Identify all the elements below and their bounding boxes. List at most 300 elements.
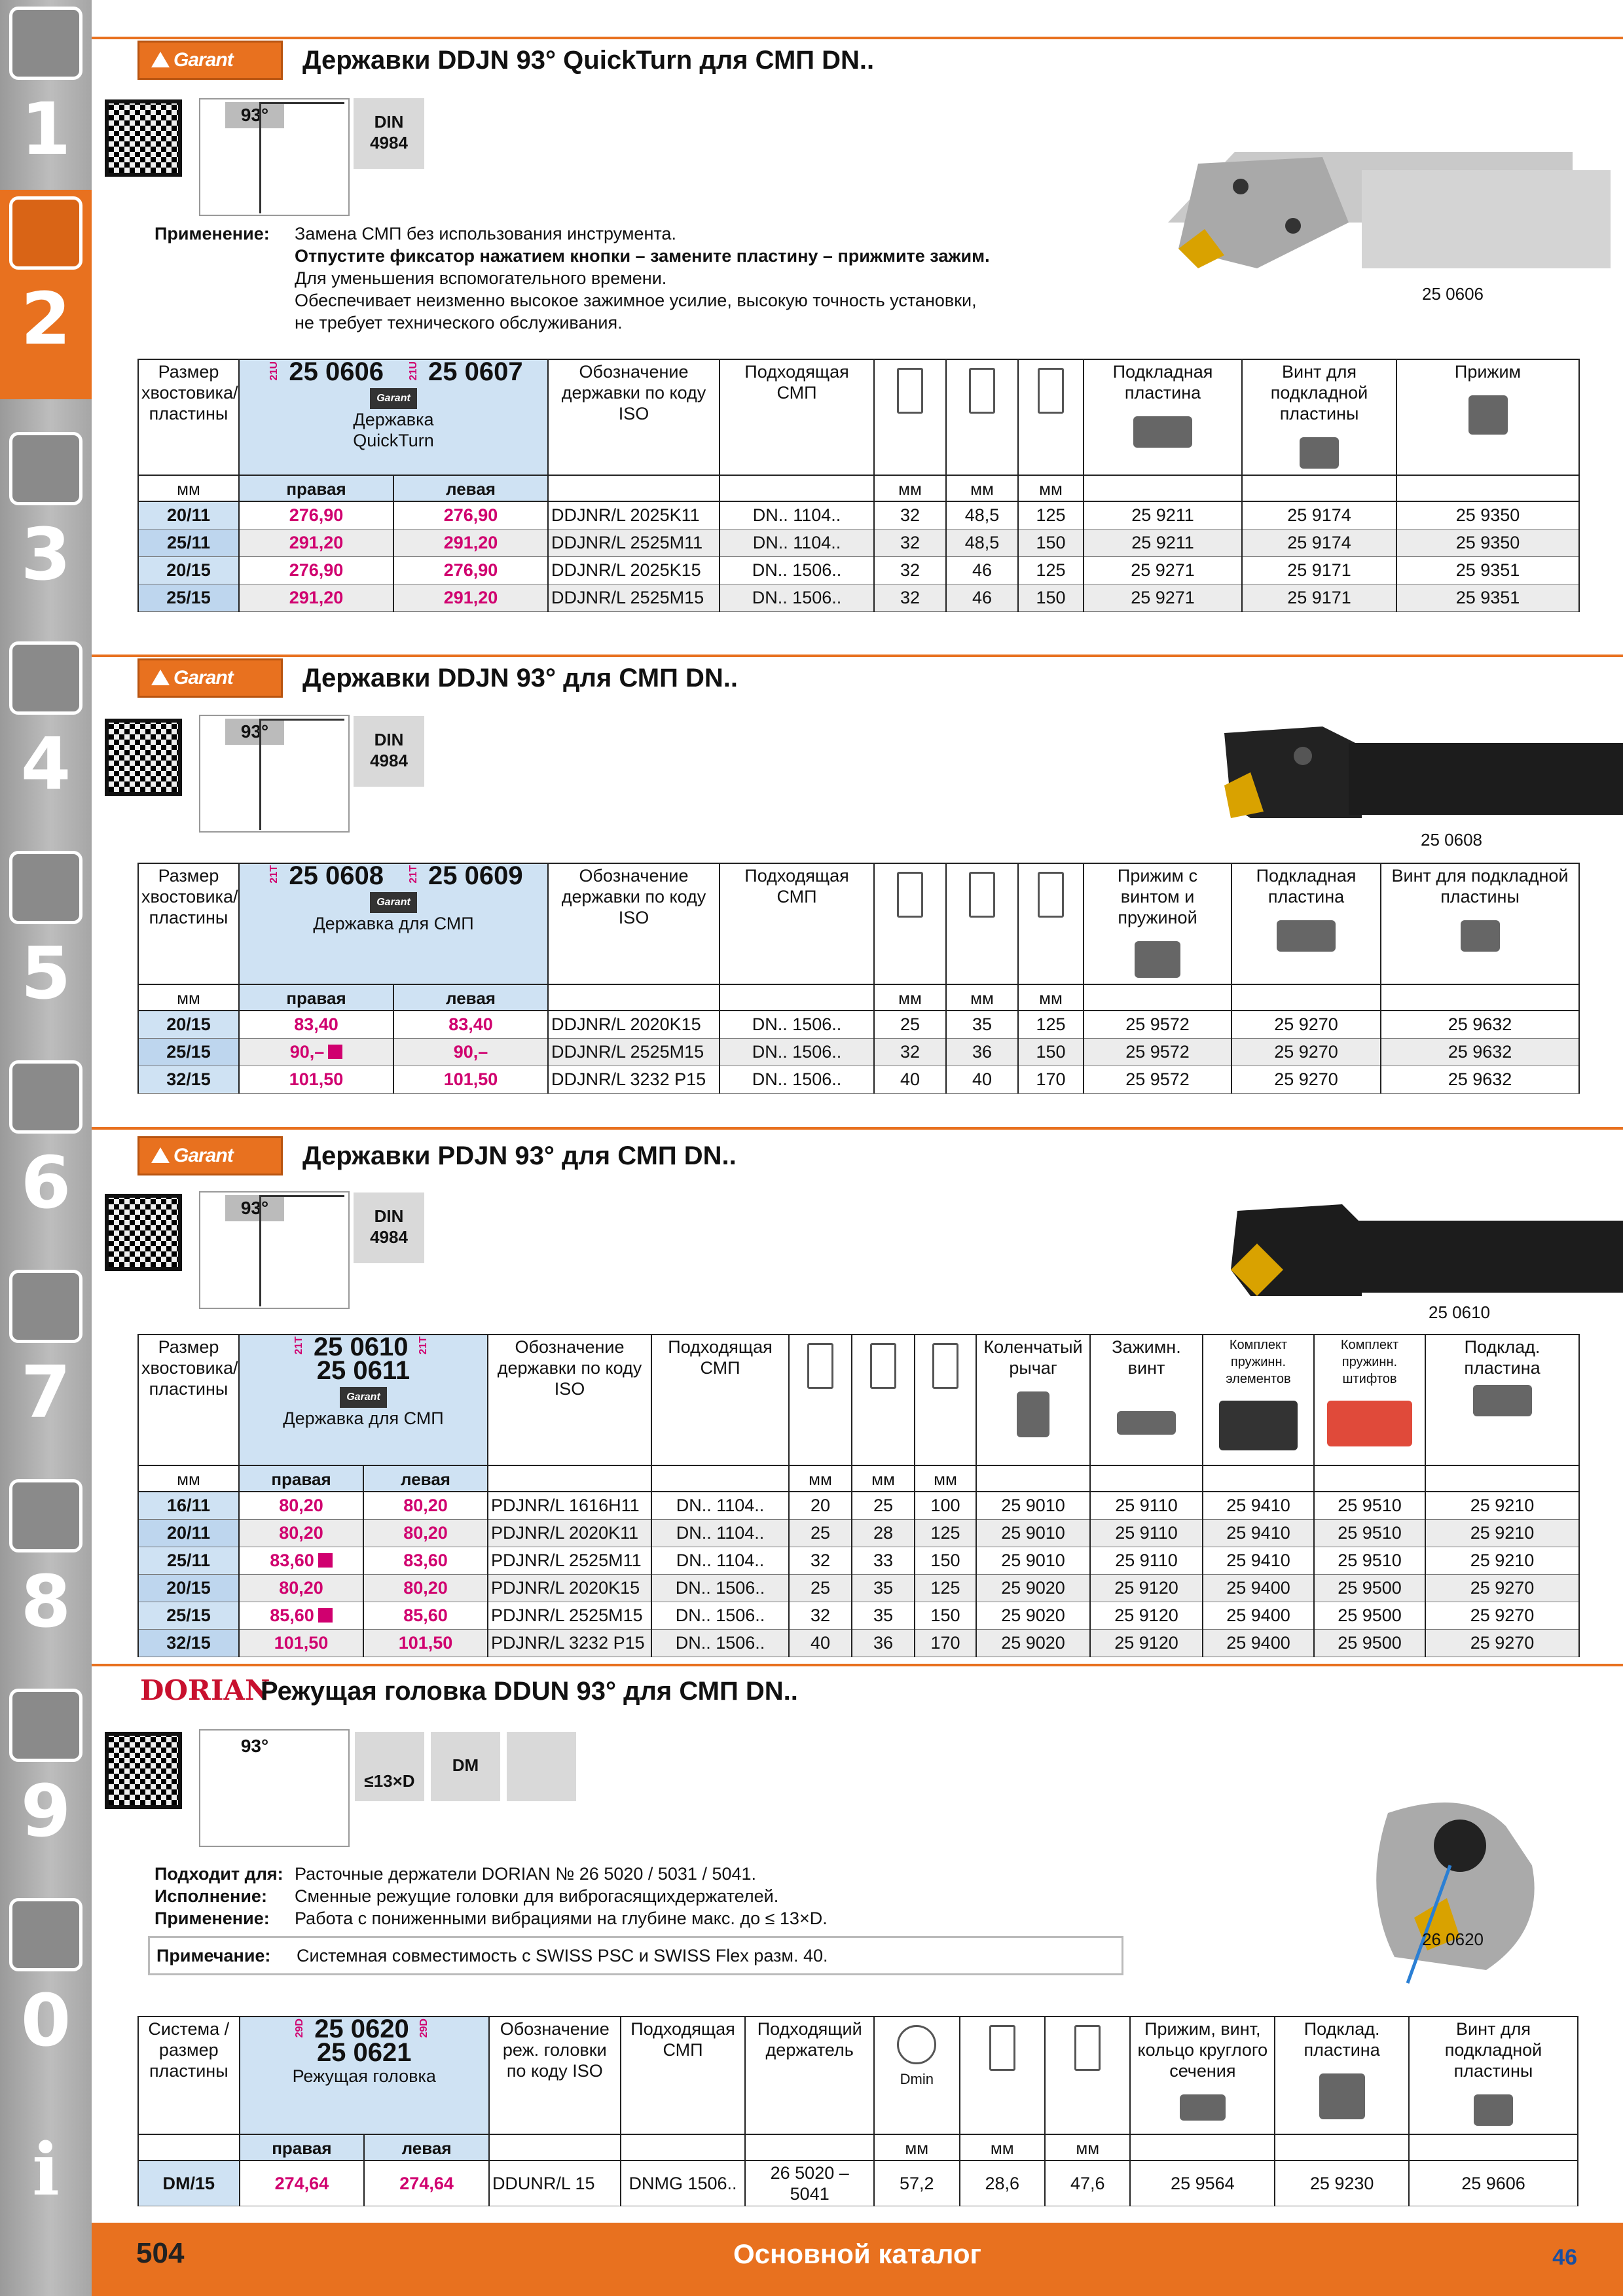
table-cell [621,2161,746,2206]
cell-value: PDJNR/L 2525M11 [491,1551,642,1570]
row-size [138,529,239,556]
qr-code-icon[interactable] [105,99,182,177]
cell-value: 32 [810,1605,831,1625]
unit-mm: мм [852,1465,915,1492]
cell-value: DN.. 1506.. [675,1578,765,1598]
application-line: Для уменьшения вспомогательного времени. [295,268,667,288]
price-cell [363,1547,488,1574]
table-cell [946,556,1018,584]
cell-value: 101,50 [398,1633,453,1653]
empty-cell [548,984,720,1011]
header-pin-set: Комплект пружинн. штифтов [1314,1335,1425,1465]
price-cell [393,529,548,556]
table-cell [488,1602,651,1629]
cell-value: 25 9020 [1001,1578,1065,1598]
cell-value: 291,20 [289,588,344,607]
cell-value: 170 [1036,1069,1066,1089]
lever-icon [1017,1391,1049,1437]
new-item-marker [328,1045,342,1059]
cell-value: 80,20 [279,1578,323,1598]
table-cell [1425,1602,1579,1629]
empty-cell [1275,2134,1409,2161]
table-row [138,1629,1579,1657]
table-cell [1090,1602,1203,1629]
cell-value: DN.. 1506.. [752,1069,842,1089]
cell-value: 16/11 [166,1496,211,1516]
chapter-6[interactable] [0,1054,92,1263]
header-order: 21U 25 0606 21U 25 0607 Garant Державка QuickTurn [239,359,548,475]
cell-value: 80,20 [279,1523,323,1543]
approach-angle-diagram [199,1729,350,1847]
table-cell [852,1519,915,1547]
table-cell [548,556,720,584]
empty-cell [1084,475,1242,501]
table-cell [946,1011,1018,1038]
header-bar: Подходящий держатель [745,2017,874,2134]
empty-cell [1381,984,1579,1011]
cell-value: 25 9120 [1114,1633,1178,1653]
row-size [138,1066,239,1093]
screw-icon [1474,2094,1513,2126]
unit-mm: мм [138,475,239,501]
table-cell [1231,1038,1381,1066]
table-cell [874,1066,946,1093]
cell-value: 291,20 [443,588,498,607]
table-cell [488,1492,651,1519]
table-cell [915,1492,976,1519]
price-cell [239,1011,393,1038]
cell-value: 25 9210 [1470,1523,1535,1543]
empty-cell [976,1465,1090,1492]
cell-value: 32 [900,505,921,526]
table-cell [1314,1547,1425,1574]
application-label: Применение: [155,1909,270,1928]
cell-value: 35 [873,1605,894,1625]
shank-outline [259,102,344,213]
table-row [138,1011,1579,1038]
cell-value: 25 9572 [1125,1069,1190,1089]
unit-mm: мм [874,984,946,1011]
table-cell [976,1547,1090,1574]
price-cell [393,556,548,584]
table-cell [1314,1574,1425,1602]
note-label: Примечание: [156,1946,271,1965]
header-lever: Коленчатый рычаг [976,1335,1090,1465]
cell-value: DDJNR/L 3232 P15 [551,1069,706,1089]
table-cell [1090,1547,1203,1574]
cell-value: 25 [873,1496,894,1516]
cell-value: 25 9174 [1287,505,1351,526]
application-block [155,223,990,334]
table-cell [915,1519,976,1547]
section-title: Державки PDJN 93° для СМП DN.. [302,1141,737,1170]
cell-value: 25 9271 [1131,560,1195,580]
qr-code-icon[interactable] [105,1732,182,1809]
cell-value: 25/11 [166,1551,211,1570]
chuck-icon [9,432,82,505]
row-size [138,1547,239,1574]
table-cell [1084,584,1242,611]
cell-value: 150 [930,1605,960,1625]
cell-value: 125 [930,1523,960,1543]
table-cell [1242,556,1396,584]
table-cell [976,1574,1090,1602]
table-cell [874,501,946,529]
table-cell [976,1602,1090,1629]
cell-value: 101,50 [274,1633,329,1653]
table-cell [651,1492,789,1519]
unit-mm: мм [1045,2134,1130,2161]
header-dmin: Dmin [874,2017,959,2134]
product-table [137,2016,1578,2206]
cell-value: 25 [810,1523,831,1543]
header-dim-f [874,359,946,475]
empty-cell [1425,1465,1579,1492]
table-cell [1381,1038,1579,1066]
cell-value: 25 9410 [1226,1496,1290,1516]
cell-value: 35 [972,1014,993,1035]
price-cell [393,1066,548,1093]
table-cell [1231,1066,1381,1093]
table-cell [874,529,946,556]
chapter-number: 0 [20,1979,71,2062]
garant-logo: Garant [137,1136,283,1175]
cell-value: 25 9572 [1125,1014,1190,1035]
note-box [148,1936,1123,1975]
saw-icon [9,851,82,924]
table-cell [1396,501,1579,529]
header-shim: Подклад. пластина [1275,2017,1409,2134]
header-order: 21T 25 0610 21T25 0611 Garant Державка для СМП [239,1335,488,1465]
cell-value: 46 [972,588,993,607]
table-cell [976,1492,1090,1519]
qr-code-icon[interactable] [105,719,182,796]
cell-value: 274,64 [274,2174,329,2193]
cell-value: 25 9351 [1455,588,1520,607]
cell-value: 25 9210 [1470,1496,1535,1516]
header-left: левая [363,1465,488,1492]
table-row [138,501,1579,529]
cell-value: 40 [972,1069,993,1089]
chapter-1[interactable] [0,0,92,209]
table-cell [852,1547,915,1574]
cell-value: DN.. 1506.. [675,1605,765,1625]
header-dim-l [1018,863,1084,984]
price-cell [393,1011,548,1038]
row-size [138,1038,239,1066]
cell-value: 25 9632 [1448,1042,1512,1062]
chapter-3[interactable] [0,425,92,635]
header-iso: Обозначение державки по коду ISO [548,359,720,475]
cell-value: 101,50 [289,1069,344,1089]
cell-value: 25 9211 [1131,505,1194,526]
cell-value: 25 9110 [1115,1496,1178,1516]
cell-value: 170 [930,1633,960,1653]
price-cell [239,584,393,611]
unit-mm: мм [138,1465,239,1492]
table-row [138,1492,1579,1519]
cell-value: PDJNR/L 3232 P15 [491,1633,645,1653]
application-label: Применение: [155,224,270,243]
cabinet-icon [9,1689,82,1762]
table-cell [1045,2161,1130,2206]
din-badge: DIN 4984 [354,716,424,787]
header-size: Размер хвостовика/ пластины [138,359,239,475]
cell-value: PDJNR/L 1616H11 [491,1496,640,1516]
cell-value: 25 9174 [1287,533,1351,552]
table-cell [548,584,720,611]
table-cell [1396,529,1579,556]
cell-value: DDJNR/L 2525M15 [551,1042,704,1062]
table-cell [720,1038,874,1066]
application-line: Замена СМП без использования инструмента. [295,224,676,243]
cell-value: 25 9606 [1461,2174,1525,2193]
footer-title: Основной каталог [733,2238,981,2269]
cell-value: 28,6 [985,2174,1020,2193]
tool-holder-photo [1126,720,1623,831]
row-size [138,1574,239,1602]
price-cell [239,1602,363,1629]
table-cell [1018,584,1084,611]
safety-glasses-icon [9,1898,82,1971]
cell-value: DM/15 [162,2174,215,2193]
insert-icon [9,196,82,270]
chapter-4[interactable] [0,635,92,844]
table-cell [1242,584,1396,611]
price-cell [363,1519,488,1547]
header-iso: Обозначение державки по коду ISO [488,1335,651,1465]
table-cell [874,556,946,584]
exec-label: Исполнение: [155,1886,267,1906]
cell-value: 25/11 [166,533,211,552]
dorian-logo: DORIAN [140,1673,245,1712]
cell-value: 25 9270 [1470,1605,1535,1625]
chapter-5[interactable] [0,844,92,1054]
cell-value: 25 9510 [1338,1523,1402,1543]
cell-value: 291,20 [443,533,498,552]
chapter-number: 8 [20,1560,71,1643]
cell-value: 46 [972,560,993,580]
cell-value: 100 [930,1496,960,1516]
price-cell [239,1574,363,1602]
shim-icon [1277,920,1336,952]
cell-value: 276,90 [289,505,344,526]
new-item-marker [318,1608,333,1623]
chapter-7[interactable] [0,1263,92,1473]
header-shim: Подклад. пластина [1425,1335,1579,1465]
table-cell [720,556,874,584]
cell-value: 125 [930,1578,960,1598]
empty-cell [548,475,720,501]
cell-value: 20/11 [166,505,211,526]
unit-mm: мм [138,984,239,1011]
header-dim-l [915,1335,976,1465]
shim-icon [1133,416,1192,448]
table-cell [946,501,1018,529]
table-cell [651,1629,789,1657]
price-cell [240,2161,365,2206]
table-cell [1084,1038,1231,1066]
row-size [138,584,239,611]
table-cell [1090,1574,1203,1602]
table-cell [651,1602,789,1629]
unit-mm: мм [874,475,946,501]
cell-value: 85,60 [403,1605,448,1625]
empty-cell [720,984,874,1011]
cell-value: 25 9400 [1226,1633,1290,1653]
chapter-2[interactable] [0,190,92,399]
cell-value: 25 9271 [1131,588,1195,607]
table-row [138,1574,1579,1602]
header-right: правая [240,2134,365,2161]
unit-mm: мм [874,2134,959,2161]
cell-value: 47,6 [1070,2174,1105,2193]
price-cell [239,1066,393,1093]
clamp-icon [1135,941,1180,978]
table-cell [1018,1038,1084,1066]
application-line: не требует технического обслуживания. [295,313,623,332]
table-row [138,1519,1579,1547]
spring-set-icon [1219,1401,1298,1450]
table-cell [720,501,874,529]
table-row [138,1038,1579,1066]
table-cell [915,1629,976,1657]
table-cell [548,529,720,556]
cell-value: DN.. 1104.. [676,1496,765,1516]
table-cell [960,2161,1045,2206]
empty-cell [720,475,874,501]
chapter-info[interactable] [0,2062,92,2271]
table-cell [946,529,1018,556]
table-cell [915,1547,976,1574]
screw-icon [1300,437,1339,469]
product-table [137,863,1580,1094]
cutting-head-photo [1336,1787,1597,2009]
row-size [138,1492,239,1519]
coolant-icon [507,1732,576,1801]
table-row [138,584,1579,611]
cell-value: 48,5 [964,505,1000,526]
table-cell [488,1574,651,1602]
cell-value: DN.. 1506.. [752,560,842,580]
table-cell [1203,1547,1314,1574]
header-right: правая [239,1465,363,1492]
qr-code-icon[interactable] [105,1194,182,1271]
cell-value: 25 9020 [1001,1633,1065,1653]
cell-value: 25 9171 [1287,560,1351,580]
header-clamp: Прижим [1396,359,1579,475]
angle-label: 93° [225,719,284,745]
table-cell [1018,1066,1084,1093]
table-cell [946,1038,1018,1066]
empty-cell [138,2134,240,2161]
application-line: Отпустите фиксатор нажатием кнопки – замените пластину – прижмите зажим. [295,246,990,266]
table-cell [1084,1066,1231,1093]
table-cell [1084,556,1242,584]
table-cell [1203,1492,1314,1519]
cell-value: 25 9572 [1125,1042,1190,1062]
header-screw: Винт для подкладной пластины [1409,2017,1578,2134]
table-row [138,529,1579,556]
cell-value: 25 9500 [1338,1578,1402,1598]
table-cell [548,1066,720,1093]
section-title: Режущая головка DDUN 93° для СМП DN.. [261,1677,798,1706]
cell-value: DN.. 1104.. [676,1523,765,1543]
cell-value: 25 9510 [1338,1496,1402,1516]
cell-value: 150 [930,1551,960,1570]
cell-value: 80,20 [403,1578,448,1598]
table-cell [874,1038,946,1066]
table-cell [946,1066,1018,1093]
table-row [138,1547,1579,1574]
new-item-marker [318,1553,333,1568]
table-cell [488,1629,651,1657]
cell-value: 25 9500 [1338,1633,1402,1653]
price-cell [393,1038,548,1066]
chapter-number: 5 [20,931,71,1015]
table-cell [1203,1574,1314,1602]
cell-value: 25 9010 [1001,1551,1065,1570]
table-cell [1242,529,1396,556]
cell-value: 25 9270 [1274,1014,1338,1035]
shim-icon [1473,1385,1532,1416]
table-row [138,2161,1578,2206]
header-clamp-screw: Зажимн. винт [1090,1335,1203,1465]
wrench-icon [9,1060,82,1134]
approach-angle-diagram [199,98,350,216]
chapter-9[interactable] [0,1682,92,1892]
application-line: Обеспечивает неизменно высокое зажимное усилие, высокую точность установки, [295,291,977,310]
unit-mm: мм [960,2134,1045,2161]
cell-value: 20/15 [166,1578,211,1598]
cell-value: 32 [900,588,921,607]
cell-value: 20/11 [166,1523,211,1543]
cell-value: 35 [873,1578,894,1598]
page-footer [92,2223,1623,2296]
table-cell [720,1011,874,1038]
chapter-number: 6 [20,1141,71,1225]
row-size [138,2161,240,2206]
table-cell [1090,1629,1203,1657]
header-insert: Подходящая СМП [720,359,874,475]
header-spring-set: Комплект пружинн. элементов [1203,1335,1314,1465]
shim-icon [1319,2073,1365,2119]
table-cell [852,1492,915,1519]
cell-value: 83,60 [270,1551,314,1570]
cell-value: 25 9120 [1114,1578,1178,1598]
cell-value: 80,20 [279,1496,323,1516]
price-cell [239,1038,393,1066]
table-cell [1090,1519,1203,1547]
cell-value: 83,40 [448,1014,493,1035]
cell-value: 25 9632 [1448,1069,1512,1089]
table-cell [789,1492,852,1519]
cell-value: 150 [1036,588,1066,607]
cell-value: 25 9110 [1115,1551,1178,1570]
table-cell [1203,1629,1314,1657]
unit-mm: мм [789,1465,852,1492]
depth-badge: ≤13×D [355,1732,424,1801]
empty-cell [1130,2134,1275,2161]
table-cell [789,1629,852,1657]
table-row [138,556,1579,584]
table-cell [874,1011,946,1038]
damping-badge: DM [431,1732,500,1801]
section-title: Державки DDJN 93° для СМП DN.. [302,664,738,692]
cell-value: 150 [1036,533,1066,552]
chapter-8[interactable] [0,1473,92,1682]
angle-label: 93° [225,1195,284,1221]
